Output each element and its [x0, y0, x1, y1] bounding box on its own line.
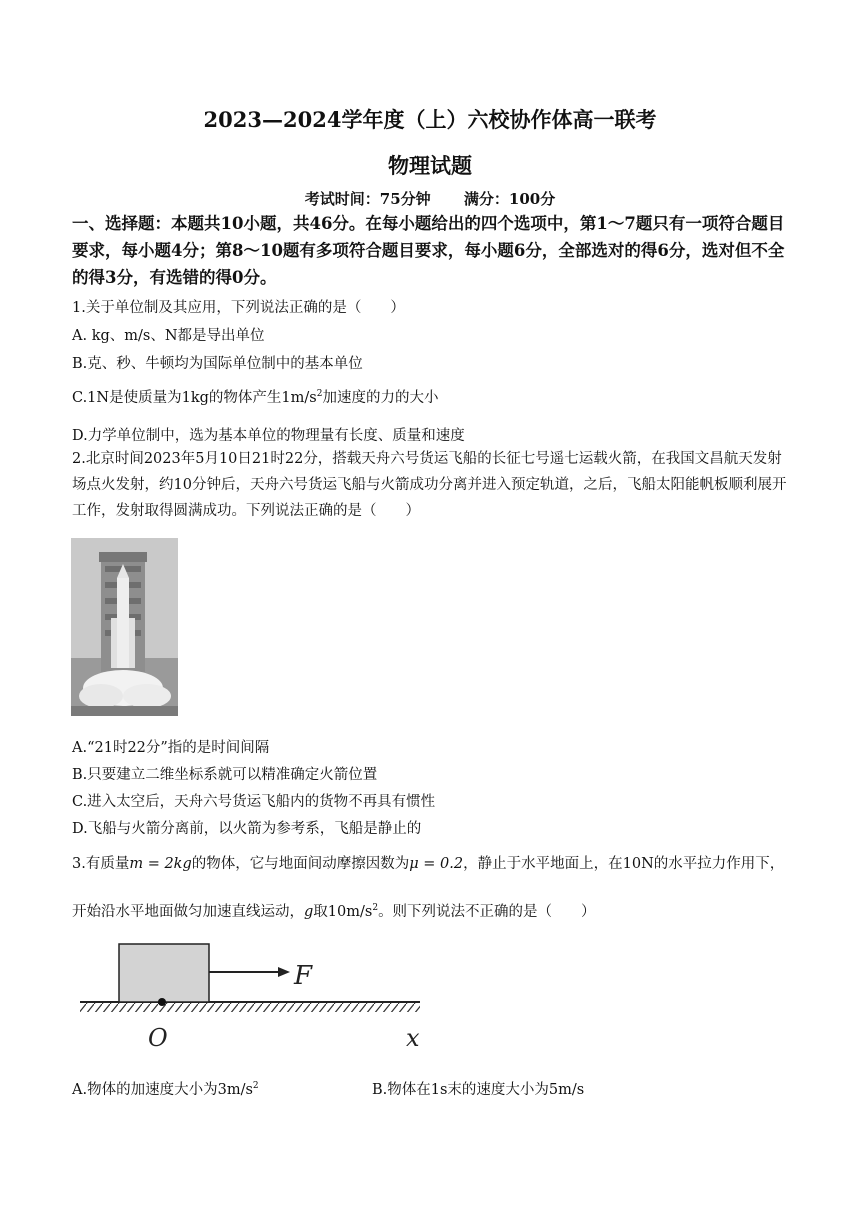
- origin-dot: [158, 998, 166, 1006]
- q3-stem-line2: [72, 900, 596, 921]
- section1-intro: 一、选择题：本题共10小题，共46分。在每小题给出的四个选项中，第1～7题只有一项符合题目要求，每小题4分；第8～10题有多项符合题目要求，每小题6分，全部选对的得6分，选对但不全的得3分，有选错的得0分。: [72, 214, 785, 287]
- exam-time: 考试时间：75分钟: [304, 190, 431, 208]
- force-label: F: [294, 961, 313, 991]
- full-score: 满分：100分: [463, 190, 556, 208]
- q2-stem: 2.北京时间2023年5月10日21时22分，搭载天舟六号货运飞船的长征七号遥七运载火箭，在我国文昌航天发射场点火发射，约10分钟后，天舟六号货运飞船与火箭成功分离并进入预定轨道，之后，飞船太阳能帆板顺利展开工作，发射取得圆满成功。下列说法正确的是（ ）: [72, 451, 787, 519]
- q1-option-b: B.克、秒、牛顿均为国际单位制中的基本单位: [72, 356, 363, 372]
- force-diagram: [70, 934, 428, 1058]
- q2-option-a: A.“21时22分”指的是时间间隔: [72, 740, 270, 756]
- q1-option-c: [72, 386, 438, 407]
- q3-g-unit: 10m/s: [327, 904, 373, 920]
- q3-option-a-sup: 2: [252, 1081, 259, 1092]
- q3-option-b: B.物体在1s末的速度大小为5m/s: [372, 1082, 585, 1098]
- exam-subtitle: 物理试题: [388, 153, 472, 178]
- force-diagram-svg: [70, 934, 428, 1058]
- q3-g-sup: 2: [372, 903, 379, 914]
- q2-option-b: B.只要建立二维坐标系就可以精准确定火箭位置: [72, 767, 378, 783]
- q1-option-a: A. kg、m/s、N都是导出单位: [72, 328, 265, 344]
- block: [119, 944, 209, 1002]
- q3-option-a: [72, 1078, 259, 1099]
- q1-option-d: D.力学单位制中，选为基本单位的物理量有长度、质量和速度: [72, 428, 465, 444]
- q3-option-a-pre: A.物体的加速度大小为: [72, 1082, 218, 1098]
- axis-x-label: x: [406, 1024, 420, 1052]
- q3-mu-expr: μ = 0.2: [409, 856, 464, 872]
- q2-option-d: D.飞船与火箭分离前，以火箭为参考系，飞船是静止的: [72, 821, 422, 837]
- q1-option-c-unit: 1m/s: [281, 390, 317, 406]
- exam-title: 2023—2024学年度（上）六校协作体高一联考: [203, 107, 657, 132]
- origin-label: O: [148, 1024, 168, 1052]
- q3-g-symbol: g: [304, 904, 314, 920]
- q3-option-a-unit: 3m/s: [217, 1082, 253, 1098]
- q3-line2-post: 。则下列说法不正确的是（ ）: [378, 904, 596, 920]
- q3-stem-pre: 3.有质量: [72, 856, 130, 872]
- q3-stem-mid: 的物体，它与地面间动摩擦因数为: [191, 856, 410, 872]
- q2-option-c: C.进入太空后，天舟六号货运飞船内的货物不再具有惯性: [72, 794, 436, 810]
- q3-stem-line1: [72, 852, 784, 873]
- q3-line2-mid: 取: [313, 904, 328, 920]
- q1-stem: 1.关于单位制及其应用，下列说法正确的是（ ）: [72, 300, 405, 316]
- q1-option-c-sup: 2: [316, 389, 323, 400]
- rocket-launch-illustration: [71, 538, 178, 716]
- rocket-launch-photo: [71, 538, 178, 716]
- q1-option-c-post: 加速度的力的大小: [322, 390, 439, 406]
- exam-info: [0, 188, 860, 209]
- q3-mass-expr: m = 2kg: [129, 856, 192, 872]
- force-arrow-head: [278, 967, 290, 977]
- ground-hatching: [80, 1002, 420, 1012]
- q3-line2-pre: 开始沿水平地面做匀加速直线运动，: [72, 904, 304, 920]
- q3-stem-post: ，静止于水平地面上，在10N的水平拉力作用下，: [463, 856, 785, 872]
- q1-option-c-pre: C.1N是使质量为1kg的物体产生: [72, 390, 282, 406]
